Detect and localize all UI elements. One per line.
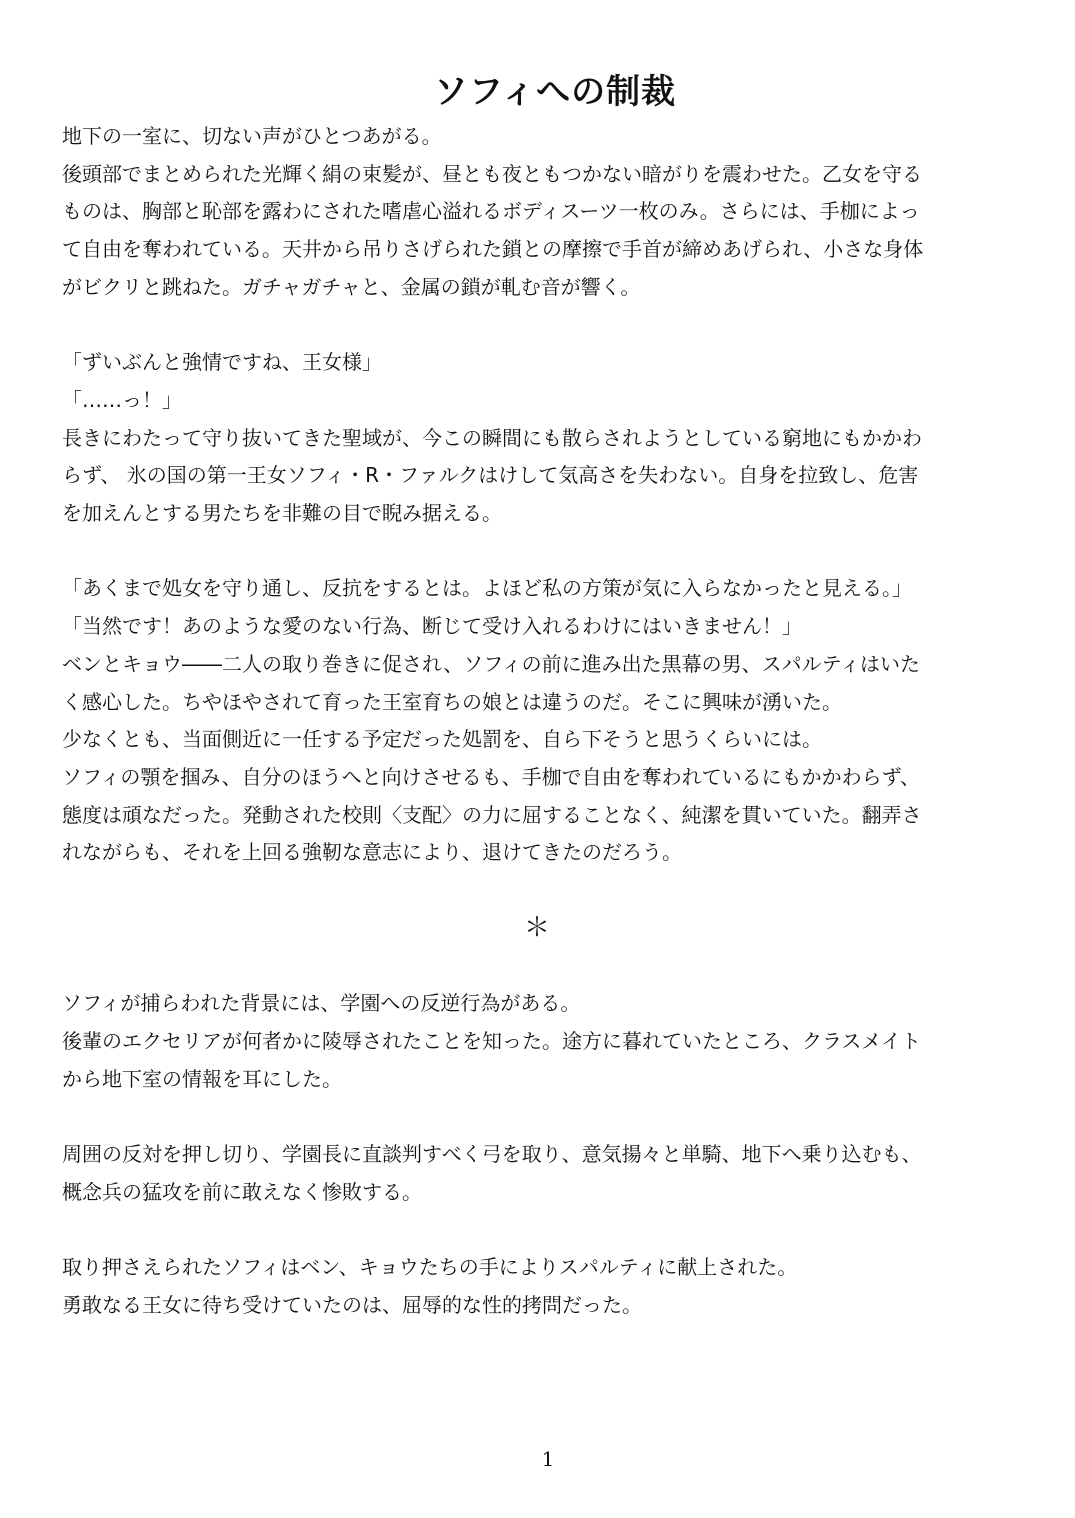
page-number: 1 — [541, 1447, 555, 1471]
dialogue-line: 「あくまで処女を守り通し、反抗をするとは。よほど私の方策が気に入らなかったと見える。」 — [62, 576, 912, 601]
dialogue-line: 「……っ！」 — [62, 387, 182, 412]
text-line: 後輩のエクセリアが何者かに陵辱されたことを知った。途方に暮れていたところ、クラスメイト — [62, 1028, 921, 1053]
blank-line — [62, 947, 1012, 985]
text-line: く感心した。ちやほやされて育った王室育ちの娘とは違うのだ。そこに興味が湧いた。 — [62, 689, 842, 714]
text-line: ベンとキョウ――二人の取り巻きに促され、ソフィの前に進み出た黒幕の男、スパルティはいた — [62, 651, 920, 676]
text-line: 勇敢なる王女に待ち受けていたのは、屈辱的な性的拷問だった。 — [62, 1292, 642, 1317]
text-line: 態度は頑なだった。発動された校則〈支配〉の力に屈することなく、純潔を貫いていた。翻弄さ — [62, 802, 922, 827]
blank-line — [62, 533, 1012, 571]
text-line: がビクリと跳ねた。ガチャガチャと、金属の鎖が軋む音が響く。 — [62, 274, 641, 299]
text-line: 地下の一室に、切ない声がひとつあがる。 — [62, 124, 442, 148]
text-line: ソフィが捕らわれた背景には、学園への反逆行為がある。 — [62, 991, 581, 1016]
text-line: 少なくとも、当面側近に一任する予定だった処罰を、自ら下そうと思うくらいには。 — [62, 727, 822, 752]
blank-line — [62, 307, 1012, 345]
text-line: ものは、胸部と恥部を露わにされた嗜虐心溢れるボディスーツ一枚のみ。さらには、手枷によっ — [62, 199, 920, 224]
text-line: 長きにわたって守り抜いてきた聖域が、今この瞬間にも散らされようとしている窮地にもかかわ — [62, 425, 922, 450]
text-line: れながらも、それを上回る強靭な意志により、退けてきたのだろう。 — [62, 840, 682, 865]
text-line: を加えんとする男たちを非難の目で睨み据える。 — [62, 501, 502, 526]
body-text — [62, 118, 1012, 1324]
blank-line — [62, 872, 1012, 910]
text-line: 概念兵の猛攻を前に敢えなく惨敗する。 — [62, 1179, 422, 1204]
section-separator: ＊ — [523, 912, 550, 943]
text-line: て自由を奪われている。天井から吊りさげられた鎖との摩擦で手首が締めあげられ、小さな身体 — [62, 237, 924, 262]
dialogue-line: 「当然です！あのような愛のない行為、断じて受け入れるわけにはいきません！」 — [62, 614, 802, 639]
blank-line — [62, 1098, 1012, 1136]
text-line: 取り押さえられたソフィはベン、キョウたちの手によりスパルティに献上された。 — [62, 1255, 798, 1279]
page-title: ソフィへの制裁 — [433, 72, 677, 112]
text-line: 周囲の反対を押し切り、学園長に直談判すべく弓を取り、意気揚々と単騎、地下へ乗り込むも、 — [62, 1141, 922, 1166]
text-line: 後頭部でまとめられた光輝く絹の束髪が、昼とも夜ともつかない暗がりを震わせた。乙女を守る — [62, 161, 922, 186]
dialogue-line: 「ずいぶんと強情ですね、王女様」 — [62, 350, 382, 375]
text-line: から地下室の情報を耳にした。 — [62, 1066, 342, 1091]
text-line: ソフィの顎を掴み、自分のほうへと向けさせるも、手枷で自由を奪われているにもかかわらず、 — [62, 764, 920, 789]
blank-line — [62, 1211, 1012, 1249]
text-line: らず、 氷の国の第一王女ソフィ・R・ファルクはけして気高さを失わない。自身を拉致し、危害 — [62, 463, 919, 488]
